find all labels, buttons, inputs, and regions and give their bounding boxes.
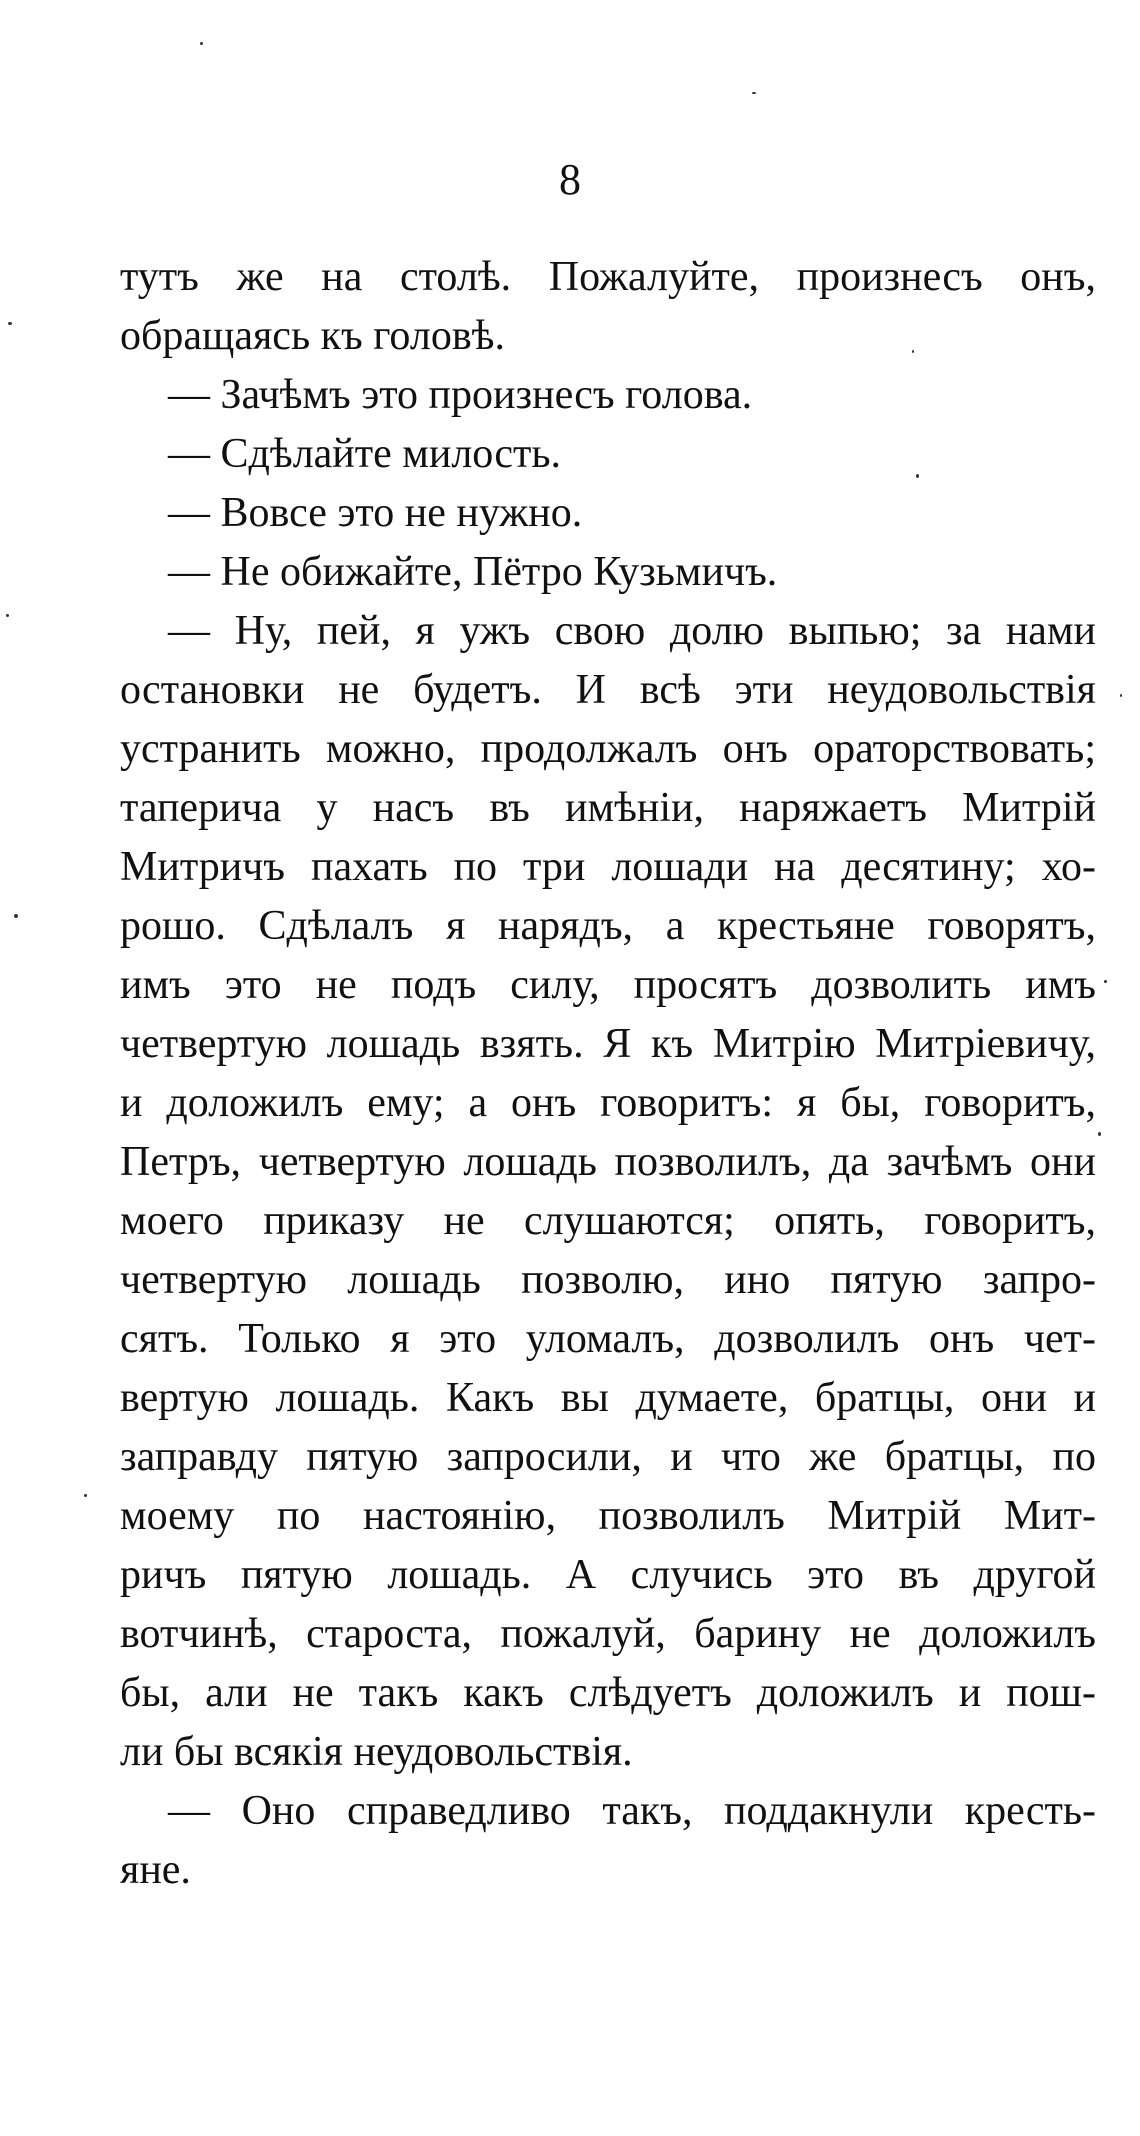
text-line: — Оно справедливо такъ, поддакнули кресть-: [168, 1788, 1096, 1834]
text-line: — Ну, пей, я ужъ свою долю выпью; за нами: [168, 608, 1096, 654]
text-line: бы, али не такъ какъ слѣдуетъ доложилъ и пош-: [120, 1670, 1096, 1716]
text-line: — Не обижайте, Пётро Кузьмичъ.: [168, 549, 778, 595]
text-line: Петръ, четвертую лошадь позволилъ, да зачѣмъ они: [120, 1139, 1096, 1185]
scan-speck: [84, 1494, 87, 1497]
text-line: моего приказу не слушаются; опять, говоритъ,: [120, 1198, 1096, 1244]
scan-speck: [14, 914, 18, 918]
text-line: моему по настоянію, позволилъ Митрій Мит-: [120, 1493, 1096, 1539]
text-line: рошо. Сдѣлалъ я нарядъ, а крестьяне говорятъ,: [120, 903, 1096, 949]
text-line: имъ это не подъ силу, просятъ дозволить имъ: [120, 962, 1096, 1008]
text-line: обращаясь къ головѣ.: [120, 313, 505, 359]
text-line: вотчинѣ, староста, пожалуй, барину не доложилъ: [120, 1611, 1096, 1657]
scan-speck: [6, 614, 9, 617]
scan-speck: [200, 42, 203, 45]
scan-speck: [912, 350, 914, 353]
page-text: [120, 248, 1096, 1900]
text-line: четвертую лошадь взять. Я къ Митрію Митріевичу,: [120, 1021, 1096, 1067]
text-line: ли бы всякія неудовольствія.: [120, 1729, 633, 1775]
page-number: 8: [559, 155, 581, 204]
text-line: Митричъ пахать по три лошади на десятину; хо-: [120, 844, 1096, 890]
text-line: ричъ пятую лошадь. А случись это въ другой: [120, 1552, 1096, 1598]
text-line: — Вовсе это не нужно.: [168, 490, 583, 536]
text-line: тутъ же на столѣ. Пожалуйте, произнесъ онъ,: [120, 254, 1096, 300]
text-line: — Сдѣлайте милость.: [168, 431, 561, 477]
text-line: и доложилъ ему; а онъ говоритъ: я бы, говоритъ,: [120, 1080, 1096, 1126]
scan-speck: [8, 322, 12, 325]
text-line: таперича у насъ въ имѣніи, наряжаетъ Митрій: [120, 785, 1096, 831]
text-line: четвертую лошадь позволю, ино пятую запро-: [120, 1257, 1096, 1303]
text-line: яне.: [120, 1847, 191, 1893]
text-line: устранить можно, продолжалъ онъ ораторствовать;: [120, 726, 1096, 772]
scan-speck: [1098, 1132, 1101, 1136]
scan-speck: [1120, 694, 1122, 697]
text-line: остановки не будетъ. И всѣ эти неудовольствія: [120, 667, 1096, 713]
scan-speck: [1104, 980, 1107, 983]
text-line: вертую лошадь. Какъ вы думаете, братцы, они и: [120, 1375, 1096, 1421]
text-line: — Зачѣмъ это произнесъ голова.: [168, 372, 753, 418]
scan-speck: [752, 92, 756, 94]
scan-speck: [916, 474, 919, 478]
text-line: сятъ. Только я это уломалъ, дозволилъ онъ чет-: [120, 1316, 1096, 1362]
text-line: заправду пятую запросили, и что же братцы, по: [120, 1434, 1096, 1480]
